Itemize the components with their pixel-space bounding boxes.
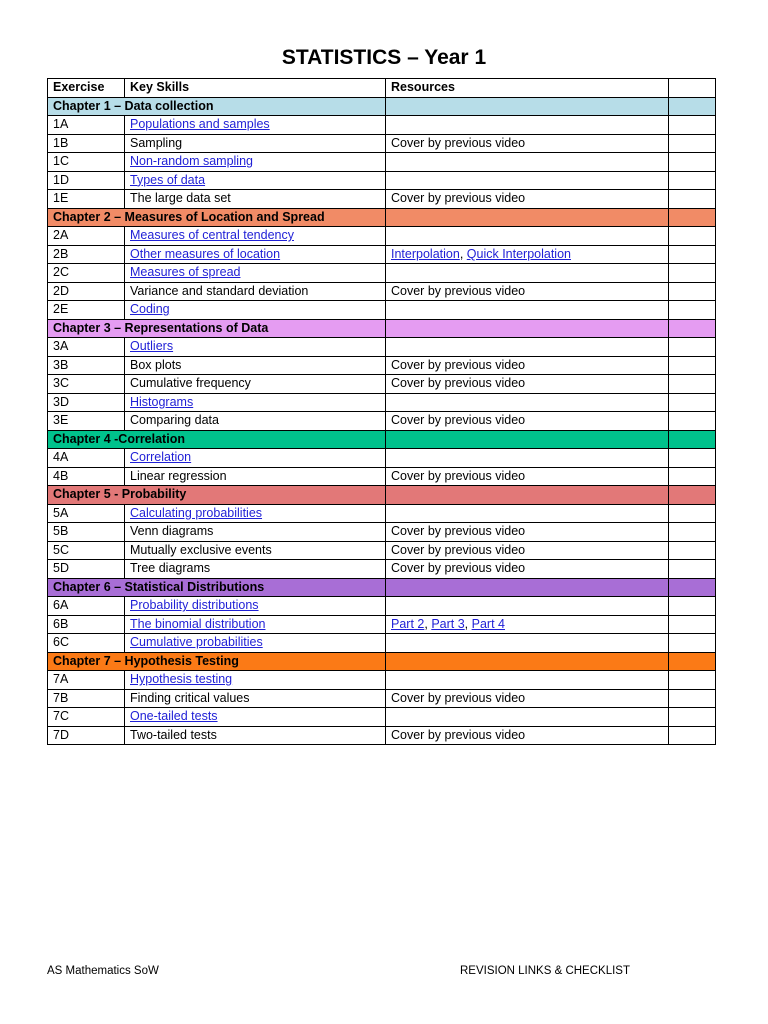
- table-row: [48, 560, 716, 579]
- key-skill-link[interactable]: Populations and samples: [130, 117, 270, 132]
- key-skill-text: Venn diagrams: [130, 524, 214, 539]
- key-skill-text: Sampling: [130, 135, 183, 150]
- exercise-cell: 2E: [48, 301, 125, 320]
- resources-cell: [386, 116, 669, 135]
- key-skill-cell: [125, 467, 386, 486]
- header-exercise: Exercise: [48, 79, 125, 98]
- key-skill-cell: [125, 597, 386, 616]
- key-skill-cell: [125, 449, 386, 468]
- key-skill-link[interactable]: Probability distributions: [130, 598, 259, 613]
- chapter-empty-cell: [669, 208, 716, 227]
- exercise-cell: 2C: [48, 264, 125, 283]
- table-row: [48, 134, 716, 153]
- exercise-cell: 3B: [48, 356, 125, 375]
- checklist-cell[interactable]: [669, 671, 716, 690]
- resources-cell: [386, 467, 669, 486]
- key-skill-text: Comparing data: [130, 413, 219, 428]
- exercise-cell: 7B: [48, 689, 125, 708]
- revision-table: [47, 78, 716, 745]
- resources-cell: [386, 412, 669, 431]
- chapter-empty-cell: [669, 97, 716, 116]
- key-skill-cell: [125, 689, 386, 708]
- checklist-cell[interactable]: [669, 116, 716, 135]
- table-row: [48, 227, 716, 246]
- exercise-cell: 5C: [48, 541, 125, 560]
- exercise-cell: 6C: [48, 634, 125, 653]
- resource-link[interactable]: Part 2: [391, 616, 425, 631]
- table-row: [48, 523, 716, 542]
- table-row: [48, 615, 716, 634]
- exercise-cell: 1D: [48, 171, 125, 190]
- resource-text: Cover by previous video: [391, 727, 526, 742]
- resources-cell: [386, 190, 669, 209]
- checklist-cell[interactable]: [669, 393, 716, 412]
- table-row: [48, 301, 716, 320]
- resources-cell: [386, 171, 669, 190]
- table-row: [48, 726, 716, 745]
- exercise-cell: 2D: [48, 282, 125, 301]
- resource-text: Cover by previous video: [391, 524, 526, 539]
- resources-cell: [386, 615, 669, 634]
- key-skill-link[interactable]: Correlation: [130, 450, 192, 465]
- checklist-cell[interactable]: [669, 171, 716, 190]
- resources-cell: [386, 560, 669, 579]
- exercise-cell: 3E: [48, 412, 125, 431]
- table-row: [48, 412, 716, 431]
- key-skill-link[interactable]: Measures of spread: [130, 265, 241, 280]
- checklist-cell[interactable]: [669, 634, 716, 653]
- resources-cell: [386, 634, 669, 653]
- key-skill-text: Mutually exclusive events: [130, 542, 272, 557]
- resources-cell: [386, 301, 669, 320]
- resource-text: Cover by previous video: [391, 690, 526, 705]
- chapter-empty-cell: [386, 430, 669, 449]
- checklist-cell[interactable]: [669, 356, 716, 375]
- resource-link[interactable]: Part 3: [431, 616, 465, 631]
- resource-link[interactable]: Part 4: [471, 616, 505, 631]
- checklist-cell[interactable]: [669, 227, 716, 246]
- key-skill-cell: [125, 190, 386, 209]
- resources-cell: [386, 227, 669, 246]
- exercise-cell: 7A: [48, 671, 125, 690]
- key-skill-cell: [125, 504, 386, 523]
- chapter-title: Chapter 4 -Correlation: [48, 430, 386, 449]
- resources-cell: [386, 264, 669, 283]
- table-row: [48, 541, 716, 560]
- checklist-cell[interactable]: [669, 689, 716, 708]
- exercise-cell: 6B: [48, 615, 125, 634]
- checklist-cell[interactable]: [669, 597, 716, 616]
- chapter-title: Chapter 3 – Representations of Data: [48, 319, 386, 338]
- key-skill-link[interactable]: Histograms: [130, 394, 194, 409]
- exercise-cell: 4A: [48, 449, 125, 468]
- checklist-cell[interactable]: [669, 412, 716, 431]
- resources-cell: [386, 153, 669, 172]
- chapter-empty-cell: [386, 652, 669, 671]
- table-row: [48, 282, 716, 301]
- key-skill-cell: [125, 116, 386, 135]
- resources-cell: [386, 282, 669, 301]
- key-skill-link[interactable]: Outliers: [130, 339, 174, 354]
- header-resources: Resources: [386, 79, 669, 98]
- resource-text: Cover by previous video: [391, 283, 526, 298]
- exercise-cell: 4B: [48, 467, 125, 486]
- table-row: [48, 393, 716, 412]
- resource-link[interactable]: Interpolation: [391, 246, 460, 261]
- chapter-title: Chapter 1 – Data collection: [48, 97, 386, 116]
- resources-cell: [386, 597, 669, 616]
- chapter-empty-cell: [669, 652, 716, 671]
- checklist-cell[interactable]: [669, 301, 716, 320]
- key-skill-text: Tree diagrams: [130, 561, 211, 576]
- exercise-cell: 1A: [48, 116, 125, 135]
- chapter-title: Chapter 5 - Probability: [48, 486, 386, 505]
- table-row: [48, 338, 716, 357]
- exercise-cell: 7D: [48, 726, 125, 745]
- exercise-cell: 2B: [48, 245, 125, 264]
- chapter-empty-cell: [669, 578, 716, 597]
- chapter-row: [48, 430, 716, 449]
- checklist-cell[interactable]: [669, 153, 716, 172]
- key-skill-cell: [125, 264, 386, 283]
- key-skill-cell: [125, 708, 386, 727]
- exercise-cell: 3A: [48, 338, 125, 357]
- chapter-row: [48, 319, 716, 338]
- footer-right: REVISION LINKS & CHECKLIST: [460, 965, 630, 977]
- checklist-cell[interactable]: [669, 467, 716, 486]
- resources-cell: [386, 375, 669, 394]
- exercise-cell: 1E: [48, 190, 125, 209]
- resource-separator: ,: [464, 616, 472, 631]
- exercise-cell: 1C: [48, 153, 125, 172]
- resources-cell: [386, 134, 669, 153]
- key-skill-cell: [125, 171, 386, 190]
- checklist-cell[interactable]: [669, 375, 716, 394]
- key-skill-link[interactable]: Other measures of location: [130, 246, 281, 261]
- table-row: [48, 245, 716, 264]
- key-skill-cell: [125, 541, 386, 560]
- checklist-cell[interactable]: [669, 523, 716, 542]
- chapter-title: Chapter 6 – Statistical Distributions: [48, 578, 386, 597]
- key-skill-link[interactable]: The binomial distribution: [130, 616, 266, 631]
- exercise-cell: 2A: [48, 227, 125, 246]
- resources-cell: [386, 671, 669, 690]
- resource-text: Cover by previous video: [391, 468, 526, 483]
- resources-cell: [386, 708, 669, 727]
- key-skill-text: Cumulative frequency: [130, 376, 251, 391]
- key-skill-cell: [125, 393, 386, 412]
- table-row: [48, 467, 716, 486]
- checklist-cell[interactable]: [669, 615, 716, 634]
- key-skill-cell: [125, 375, 386, 394]
- exercise-cell: 6A: [48, 597, 125, 616]
- table-row: [48, 356, 716, 375]
- exercise-cell: 5A: [48, 504, 125, 523]
- resource-text: Cover by previous video: [391, 542, 526, 557]
- chapter-row: [48, 208, 716, 227]
- chapter-title: Chapter 7 – Hypothesis Testing: [48, 652, 386, 671]
- resource-text: Cover by previous video: [391, 376, 526, 391]
- key-skill-text: Two-tailed tests: [130, 727, 217, 742]
- key-skill-link[interactable]: One-tailed tests: [130, 709, 218, 724]
- resources-cell: [386, 689, 669, 708]
- table-row: [48, 171, 716, 190]
- chapter-empty-cell: [386, 578, 669, 597]
- key-skill-text: Variance and standard deviation: [130, 283, 309, 298]
- key-skill-text: Linear regression: [130, 468, 227, 483]
- checklist-cell[interactable]: [669, 708, 716, 727]
- resource-link[interactable]: Quick Interpolation: [466, 246, 571, 261]
- checklist-cell[interactable]: [669, 190, 716, 209]
- resources-cell: [386, 356, 669, 375]
- checklist-cell[interactable]: [669, 726, 716, 745]
- exercise-cell: 7C: [48, 708, 125, 727]
- header-key-skills: Key Skills: [125, 79, 386, 98]
- table-row: [48, 671, 716, 690]
- key-skill-link[interactable]: Hypothesis testing: [130, 672, 233, 687]
- resources-cell: [386, 523, 669, 542]
- checklist-cell[interactable]: [669, 449, 716, 468]
- table-row: [48, 504, 716, 523]
- exercise-cell: 1B: [48, 134, 125, 153]
- key-skill-text: Finding critical values: [130, 690, 250, 705]
- chapter-empty-cell: [386, 319, 669, 338]
- resources-cell: [386, 393, 669, 412]
- key-skill-cell: [125, 412, 386, 431]
- key-skill-link[interactable]: Types of data: [130, 172, 206, 187]
- key-skill-text: Box plots: [130, 357, 182, 372]
- key-skill-cell: [125, 282, 386, 301]
- table-row: [48, 449, 716, 468]
- chapter-empty-cell: [669, 486, 716, 505]
- chapter-empty-cell: [669, 319, 716, 338]
- table-row: [48, 708, 716, 727]
- exercise-cell: 5D: [48, 560, 125, 579]
- resources-cell: [386, 245, 669, 264]
- chapter-title: Chapter 2 – Measures of Location and Spread: [48, 208, 386, 227]
- checklist-cell[interactable]: [669, 264, 716, 283]
- chapter-row: [48, 652, 716, 671]
- key-skill-cell: [125, 134, 386, 153]
- chapter-empty-cell: [386, 486, 669, 505]
- chapter-empty-cell: [669, 430, 716, 449]
- resource-text: Cover by previous video: [391, 135, 526, 150]
- key-skill-cell: [125, 615, 386, 634]
- table-body: [48, 97, 716, 745]
- table-row: [48, 634, 716, 653]
- key-skill-cell: [125, 245, 386, 264]
- key-skill-link[interactable]: Cumulative probabilities: [130, 635, 263, 650]
- page-title: STATISTICS – Year 1: [281, 46, 487, 69]
- footer-left: AS Mathematics SoW: [47, 965, 159, 977]
- table-row: [48, 689, 716, 708]
- key-skill-cell: [125, 227, 386, 246]
- table-row: [48, 153, 716, 172]
- key-skill-link[interactable]: Measures of central tendency: [130, 228, 294, 243]
- checklist-cell[interactable]: [669, 560, 716, 579]
- chapter-row: [48, 486, 716, 505]
- resources-cell: [386, 338, 669, 357]
- resource-separator: ,: [459, 246, 467, 261]
- key-skill-cell: [125, 671, 386, 690]
- table-row: [48, 264, 716, 283]
- table-header-row: [48, 79, 716, 98]
- key-skill-link[interactable]: Calculating probabilities: [130, 505, 263, 520]
- checklist-cell[interactable]: [669, 504, 716, 523]
- chapter-row: [48, 578, 716, 597]
- chapter-row: [48, 97, 716, 116]
- checklist-cell[interactable]: [669, 134, 716, 153]
- checklist-cell[interactable]: [669, 338, 716, 357]
- table-row: [48, 190, 716, 209]
- key-skill-cell: [125, 301, 386, 320]
- key-skill-link[interactable]: Coding: [130, 302, 170, 317]
- checklist-cell[interactable]: [669, 282, 716, 301]
- key-skill-cell: [125, 560, 386, 579]
- key-skill-cell: [125, 356, 386, 375]
- exercise-cell: 3C: [48, 375, 125, 394]
- exercise-cell: 5B: [48, 523, 125, 542]
- key-skill-cell: [125, 153, 386, 172]
- key-skill-text: The large data set: [130, 191, 231, 206]
- resources-cell: [386, 541, 669, 560]
- chapter-empty-cell: [386, 97, 669, 116]
- table-row: [48, 597, 716, 616]
- key-skill-link[interactable]: Non-random sampling: [130, 154, 253, 169]
- resources-cell: [386, 504, 669, 523]
- exercise-cell: 3D: [48, 393, 125, 412]
- table-row: [48, 116, 716, 135]
- table-row: [48, 375, 716, 394]
- resource-text: Cover by previous video: [391, 191, 526, 206]
- key-skill-cell: [125, 523, 386, 542]
- resource-text: Cover by previous video: [391, 413, 526, 428]
- checklist-cell[interactable]: [669, 541, 716, 560]
- resources-cell: [386, 449, 669, 468]
- resource-text: Cover by previous video: [391, 357, 526, 372]
- key-skill-cell: [125, 634, 386, 653]
- key-skill-cell: [125, 726, 386, 745]
- resource-text: Cover by previous video: [391, 561, 526, 576]
- key-skill-cell: [125, 338, 386, 357]
- chapter-empty-cell: [386, 208, 669, 227]
- resources-cell: [386, 726, 669, 745]
- header-checklist: [669, 79, 716, 98]
- resource-separator: ,: [424, 616, 432, 631]
- checklist-cell[interactable]: [669, 245, 716, 264]
